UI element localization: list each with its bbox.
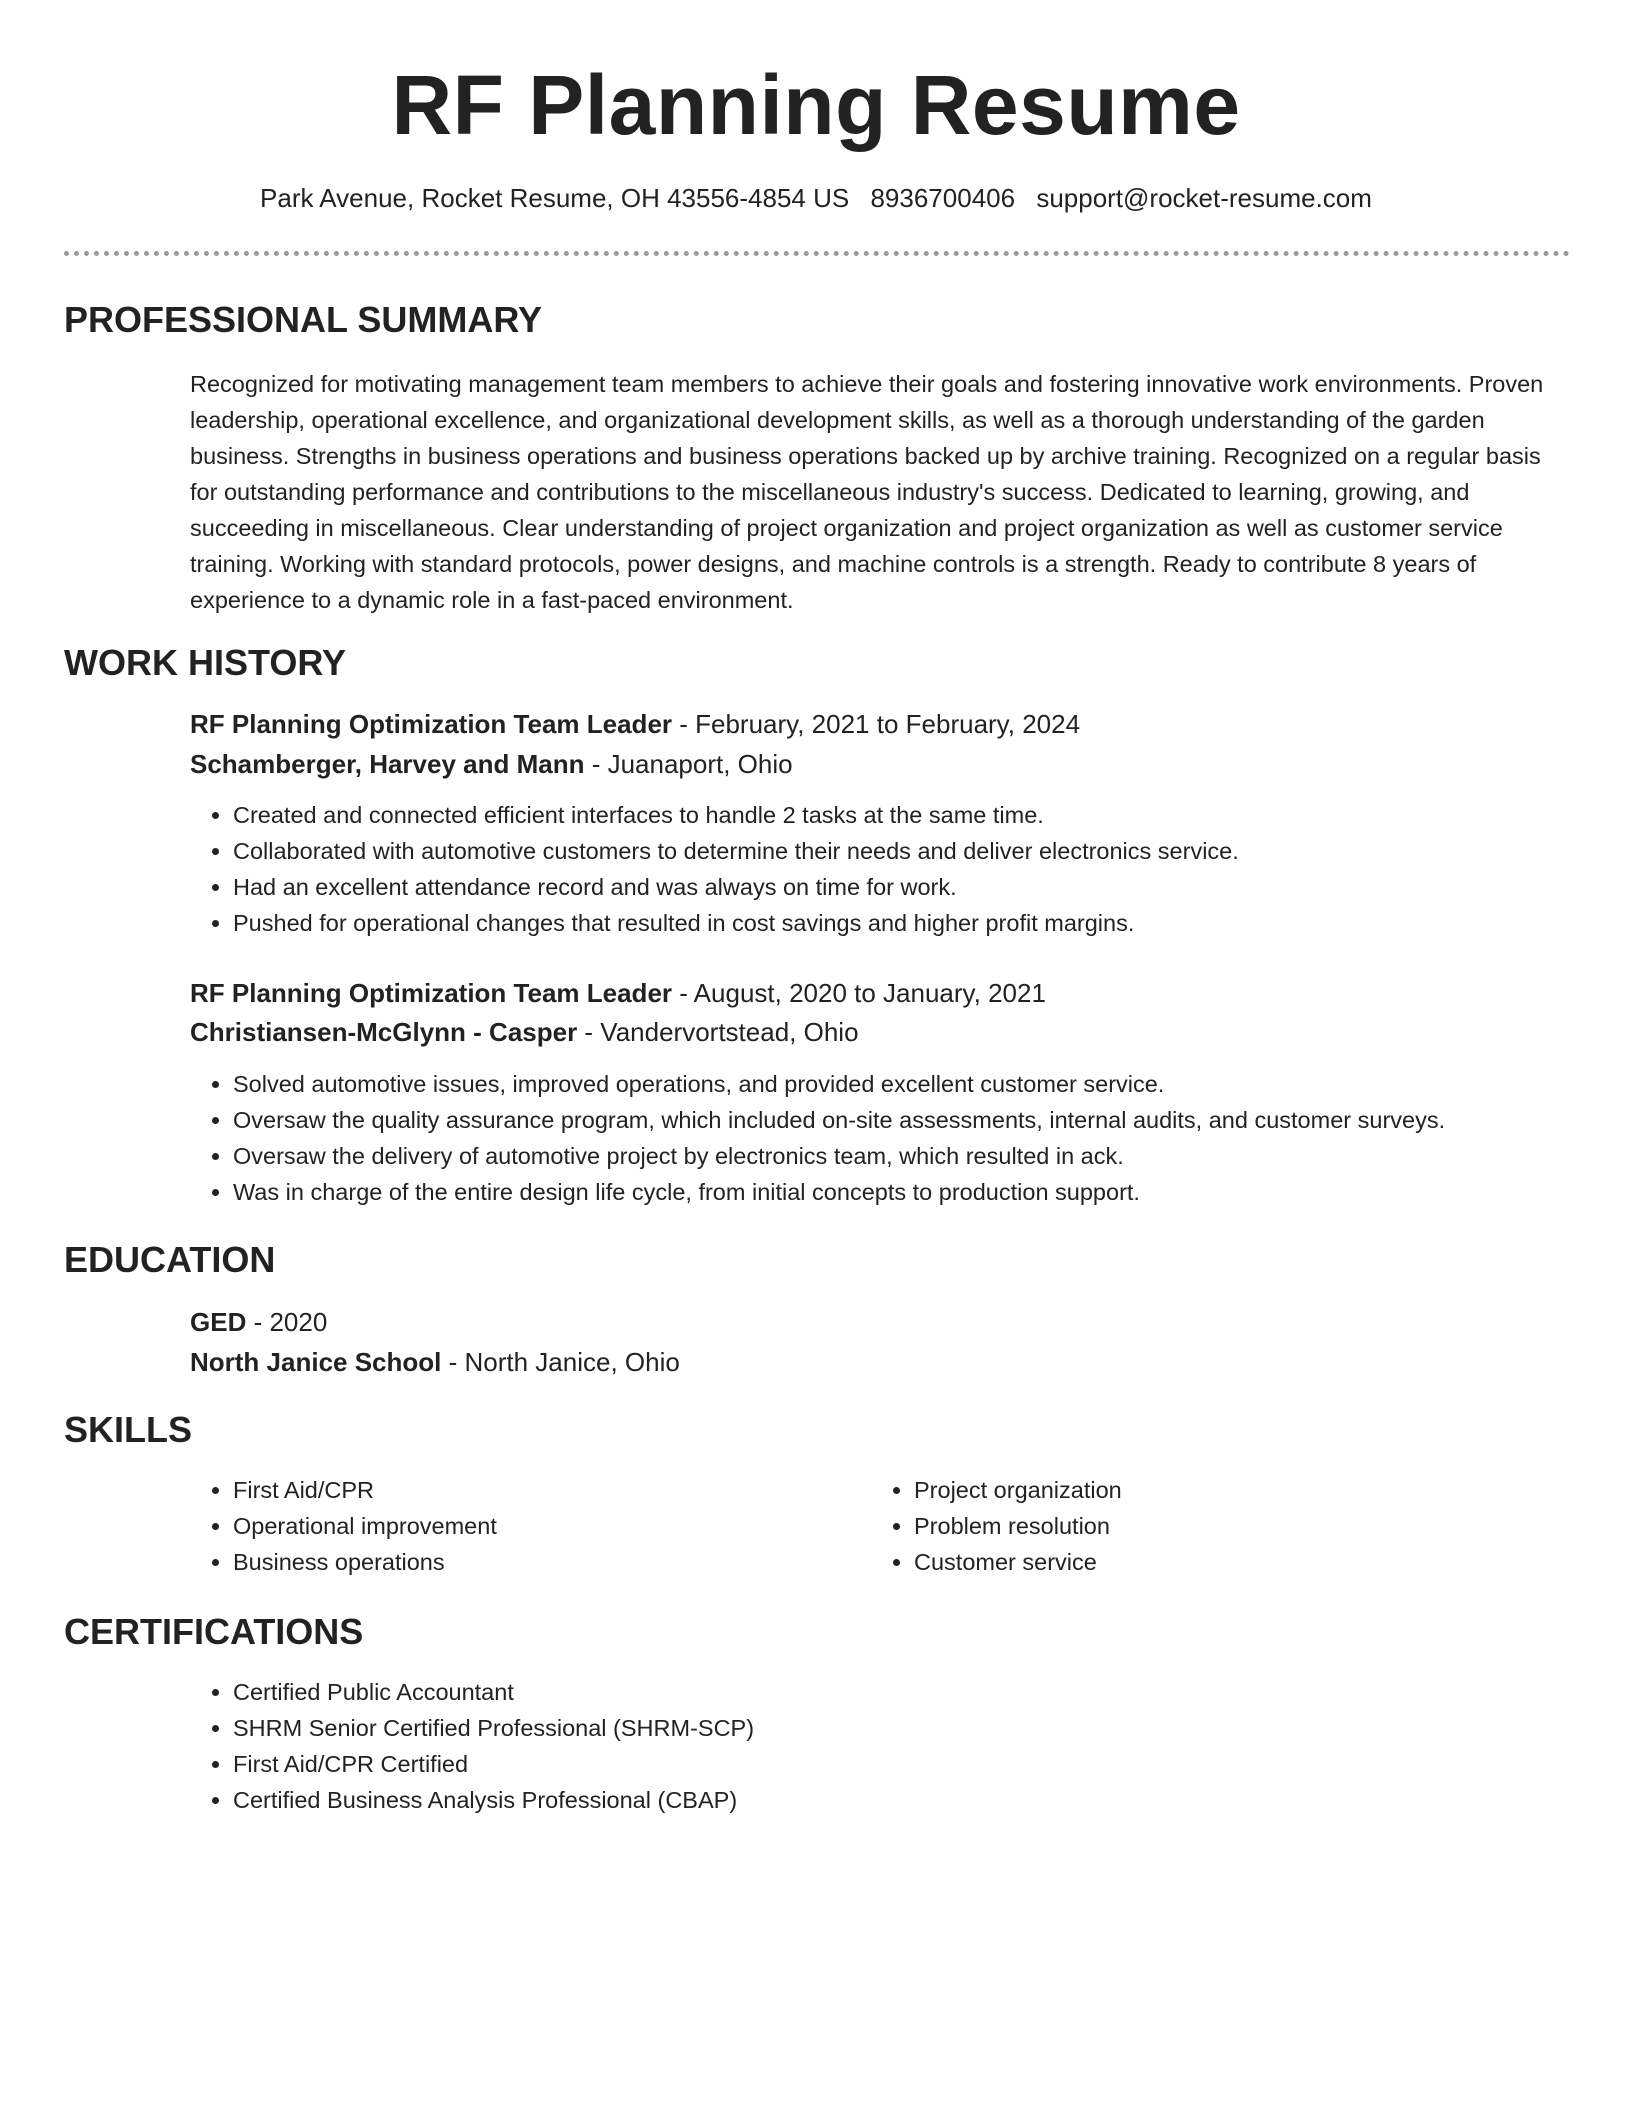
job-2-company: Christiansen-McGlynn - Casper <box>190 1017 578 1047</box>
header-divider <box>64 251 1570 256</box>
list-item: • Business operations <box>233 1544 497 1580</box>
list-item: • Solved automotive issues, improved operations, and provided excellent customer service. <box>233 1066 1445 1102</box>
job-2-company-line <box>190 1014 859 1050</box>
contact-address: Park Avenue, Rocket Resume, OH 43556-4854 US <box>260 183 850 213</box>
job-1-bullets <box>190 797 1239 941</box>
education-school-line <box>190 1344 680 1380</box>
list-item: • SHRM Senior Certified Professional (SHRM-SCP) <box>233 1710 754 1746</box>
section-title-summary: PROFESSIONAL SUMMARY <box>64 299 543 340</box>
contact-line <box>0 180 1632 216</box>
education-degree: GED <box>190 1307 247 1337</box>
job-2-position: RF Planning Optimization Team Leader <box>190 978 673 1008</box>
contact-email: support@rocket-resume.com <box>1036 183 1372 213</box>
skills-list-right <box>871 1472 1122 1580</box>
list-item: • First Aid/CPR <box>233 1472 497 1508</box>
education-location: - North Janice, Ohio <box>441 1347 680 1377</box>
section-title-skills: SKILLS <box>64 1409 193 1450</box>
certifications-list <box>190 1674 754 1818</box>
job-2-title-line <box>190 975 1046 1011</box>
job-1-location: - Juanaport, Ohio <box>584 749 793 779</box>
education-degree-line <box>190 1304 327 1340</box>
list-item: • Created and connected efficient interfaces to handle 2 tasks at the same time. <box>233 797 1239 833</box>
job-1-company-line <box>190 746 793 782</box>
list-item: • Oversaw the quality assurance program, which included on-site assessments, internal audits, and customer surveys. <box>233 1102 1445 1138</box>
resume-title: RF Planning Resume <box>391 58 1241 152</box>
job-2-dates: - August, 2020 to January, 2021 <box>672 978 1046 1008</box>
list-item: • Customer service <box>914 1544 1122 1580</box>
job-1-dates: - February, 2021 to February, 2024 <box>672 709 1081 739</box>
section-title-work-history: WORK HISTORY <box>64 642 347 683</box>
list-item: • Pushed for operational changes that resulted in cost savings and higher profit margins. <box>233 905 1239 941</box>
section-title-certifications: CERTIFICATIONS <box>64 1611 364 1652</box>
list-item: • Project organization <box>914 1472 1122 1508</box>
contact-phone: 8936700406 <box>870 183 1016 213</box>
job-1-position: RF Planning Optimization Team Leader <box>190 709 673 739</box>
summary-text: Recognized for motivating management team members to achieve their goals and fostering innovative work environments. Proven leadership, operational excellence, and organizational development skills, as well as a thorough understanding of the garden business. Strengths in business operations and business operations backed up by archive training. Recognized on a regular basis for outstanding performance and contributions to the miscellaneous industry's success. Dedicated to learning, growing, and succeeding in miscellaneous. Clear understanding of project organization and project organization as well as customer service training. Working with standard protocols, power designs, and machine controls is a strength. Ready to contribute 8 years of experience to a dynamic role in a fast-paced environment. <box>190 371 1544 613</box>
list-item: • Certified Public Accountant <box>233 1674 754 1710</box>
list-item: • Operational improvement <box>233 1508 497 1544</box>
job-2-bullets <box>190 1066 1445 1210</box>
education-school: North Janice School <box>190 1347 442 1377</box>
list-item: • First Aid/CPR Certified <box>233 1746 754 1782</box>
list-item: • Had an excellent attendance record and was always on time for work. <box>233 869 1239 905</box>
list-item: • Collaborated with automotive customers to determine their needs and deliver electronics service. <box>233 833 1239 869</box>
list-item: • Certified Business Analysis Professional (CBAP) <box>233 1782 754 1818</box>
education-year: - 2020 <box>246 1307 328 1337</box>
job-1-title-line <box>190 706 1080 742</box>
skills-list-left <box>190 1472 497 1580</box>
list-item: • Was in charge of the entire design life cycle, from initial concepts to production support. <box>233 1174 1445 1210</box>
list-item: • Problem resolution <box>914 1508 1122 1544</box>
list-item: • Oversaw the delivery of automotive project by electronics team, which resulted in ack. <box>233 1138 1445 1174</box>
job-1-company: Schamberger, Harvey and Mann <box>190 749 585 779</box>
job-2-location: - Vandervortstead, Ohio <box>577 1017 859 1047</box>
section-title-education: EDUCATION <box>64 1239 276 1280</box>
